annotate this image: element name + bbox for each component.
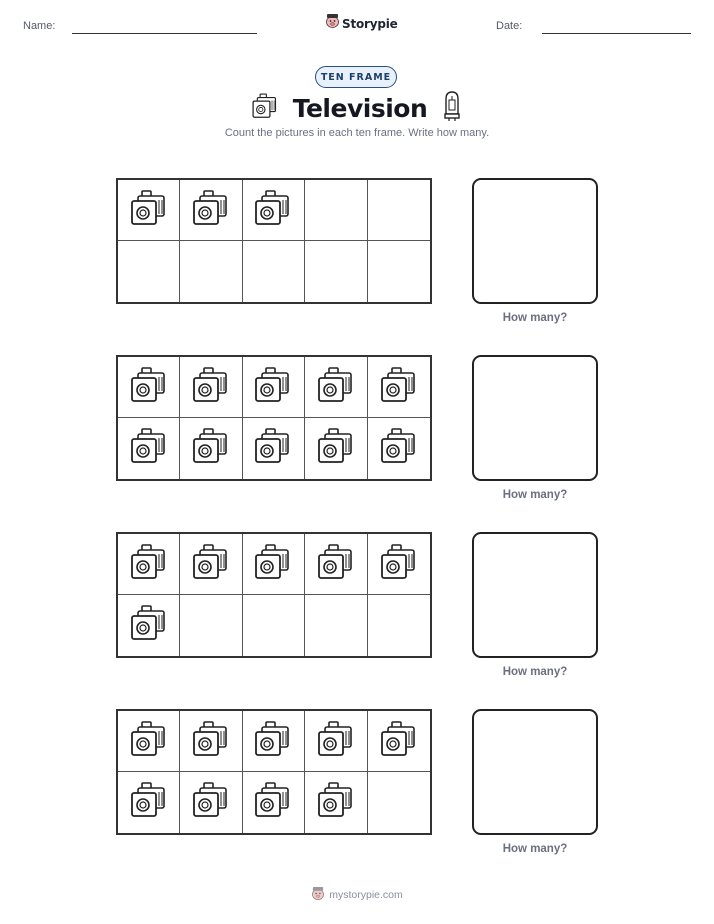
ten-frame-cell <box>118 534 180 595</box>
ten-frame-cell <box>118 711 180 772</box>
ten-frame-cell <box>305 418 367 479</box>
camera-icon <box>253 780 293 825</box>
camera-icon <box>316 365 356 410</box>
ten-frame-cell <box>243 595 305 656</box>
ten-frame-cell <box>180 772 242 833</box>
camera-icon <box>191 365 231 410</box>
ten-frame-cell <box>305 357 367 418</box>
ten-frame-badge: TEN FRAME <box>315 66 397 88</box>
camera-icon <box>316 542 356 587</box>
camera-icon <box>129 188 169 233</box>
camera-icon <box>379 426 419 471</box>
brand-name: Storypie <box>342 16 398 31</box>
camera-icon <box>379 719 419 764</box>
ten-frame-cell <box>118 357 180 418</box>
ten-frame-cell <box>118 418 180 479</box>
ten-frame-cell <box>118 180 180 241</box>
ten-frame-cell <box>305 180 367 241</box>
ten-frame-cell <box>305 595 367 656</box>
camera-icon <box>251 92 279 125</box>
answer-box-4[interactable] <box>472 709 598 835</box>
ten-frame-cell <box>305 711 367 772</box>
title-row <box>0 90 714 127</box>
ten-frame-cell <box>305 772 367 833</box>
ten-frame-cell <box>368 534 430 595</box>
how-many-label-2: How many? <box>502 489 568 501</box>
ten-frame-cell <box>243 772 305 833</box>
ten-frame-cell <box>180 595 242 656</box>
camera-icon <box>129 780 169 825</box>
ten-frame-cell <box>180 534 242 595</box>
ten-frame-cell <box>118 241 180 302</box>
page-title: Television <box>292 94 428 123</box>
instructions: Count the pictures in each ten frame. Write how many. <box>224 127 490 139</box>
ten-frame-cell <box>368 711 430 772</box>
footer <box>0 886 714 904</box>
camera-icon <box>191 542 231 587</box>
date-line[interactable] <box>542 33 691 34</box>
ten-frame-cell <box>180 357 242 418</box>
answer-box-3[interactable] <box>472 532 598 658</box>
ten-frame-1 <box>116 178 432 304</box>
camera-icon <box>129 365 169 410</box>
vacuum-tube-icon <box>441 90 463 127</box>
brand-logo <box>325 13 398 34</box>
ten-frame-cell <box>180 711 242 772</box>
camera-icon <box>253 188 293 233</box>
ten-frame-2 <box>116 355 432 481</box>
camera-icon <box>191 188 231 233</box>
ten-frame-cell <box>305 241 367 302</box>
ten-frame-cell <box>243 180 305 241</box>
ten-frame-cell <box>180 180 242 241</box>
camera-icon <box>316 780 356 825</box>
ten-frame-4 <box>116 709 432 835</box>
ten-frame-cell <box>180 418 242 479</box>
camera-icon <box>316 719 356 764</box>
ten-frame-cell <box>368 241 430 302</box>
date-label: Date: <box>496 20 523 32</box>
camera-icon <box>379 365 419 410</box>
ten-frame-cell <box>118 772 180 833</box>
camera-icon <box>129 603 169 648</box>
name-label: Name: <box>23 20 56 32</box>
how-many-label-1: How many? <box>502 312 568 324</box>
camera-icon <box>129 542 169 587</box>
ten-frame-cell <box>368 772 430 833</box>
camera-icon <box>316 426 356 471</box>
how-many-label-4: How many? <box>502 843 568 855</box>
camera-icon <box>191 780 231 825</box>
ten-frame-cell <box>118 595 180 656</box>
ten-frame-cell <box>243 241 305 302</box>
camera-icon <box>129 719 169 764</box>
answer-box-1[interactable] <box>472 178 598 304</box>
answer-box-2[interactable] <box>472 355 598 481</box>
ten-frame-cell <box>243 418 305 479</box>
ten-frame-cell <box>368 595 430 656</box>
camera-icon <box>253 542 293 587</box>
ten-frame-cell <box>368 180 430 241</box>
ten-frame-cell <box>368 418 430 479</box>
name-line[interactable] <box>72 33 257 34</box>
ten-frame-cell <box>180 241 242 302</box>
camera-icon <box>129 426 169 471</box>
camera-icon <box>191 426 231 471</box>
camera-icon <box>253 365 293 410</box>
ten-frame-cell <box>305 534 367 595</box>
ten-frame-cell <box>243 357 305 418</box>
how-many-label-3: How many? <box>502 666 568 678</box>
ten-frame-cell <box>368 357 430 418</box>
camera-icon <box>379 542 419 587</box>
pig-mascot-icon <box>311 886 325 904</box>
ten-frame-3 <box>116 532 432 658</box>
camera-icon <box>191 719 231 764</box>
footer-url: mystorypie.com <box>329 889 403 901</box>
pig-mascot-icon <box>325 13 340 34</box>
camera-icon <box>253 719 293 764</box>
ten-frame-cell <box>243 534 305 595</box>
ten-frame-cell <box>243 711 305 772</box>
camera-icon <box>253 426 293 471</box>
